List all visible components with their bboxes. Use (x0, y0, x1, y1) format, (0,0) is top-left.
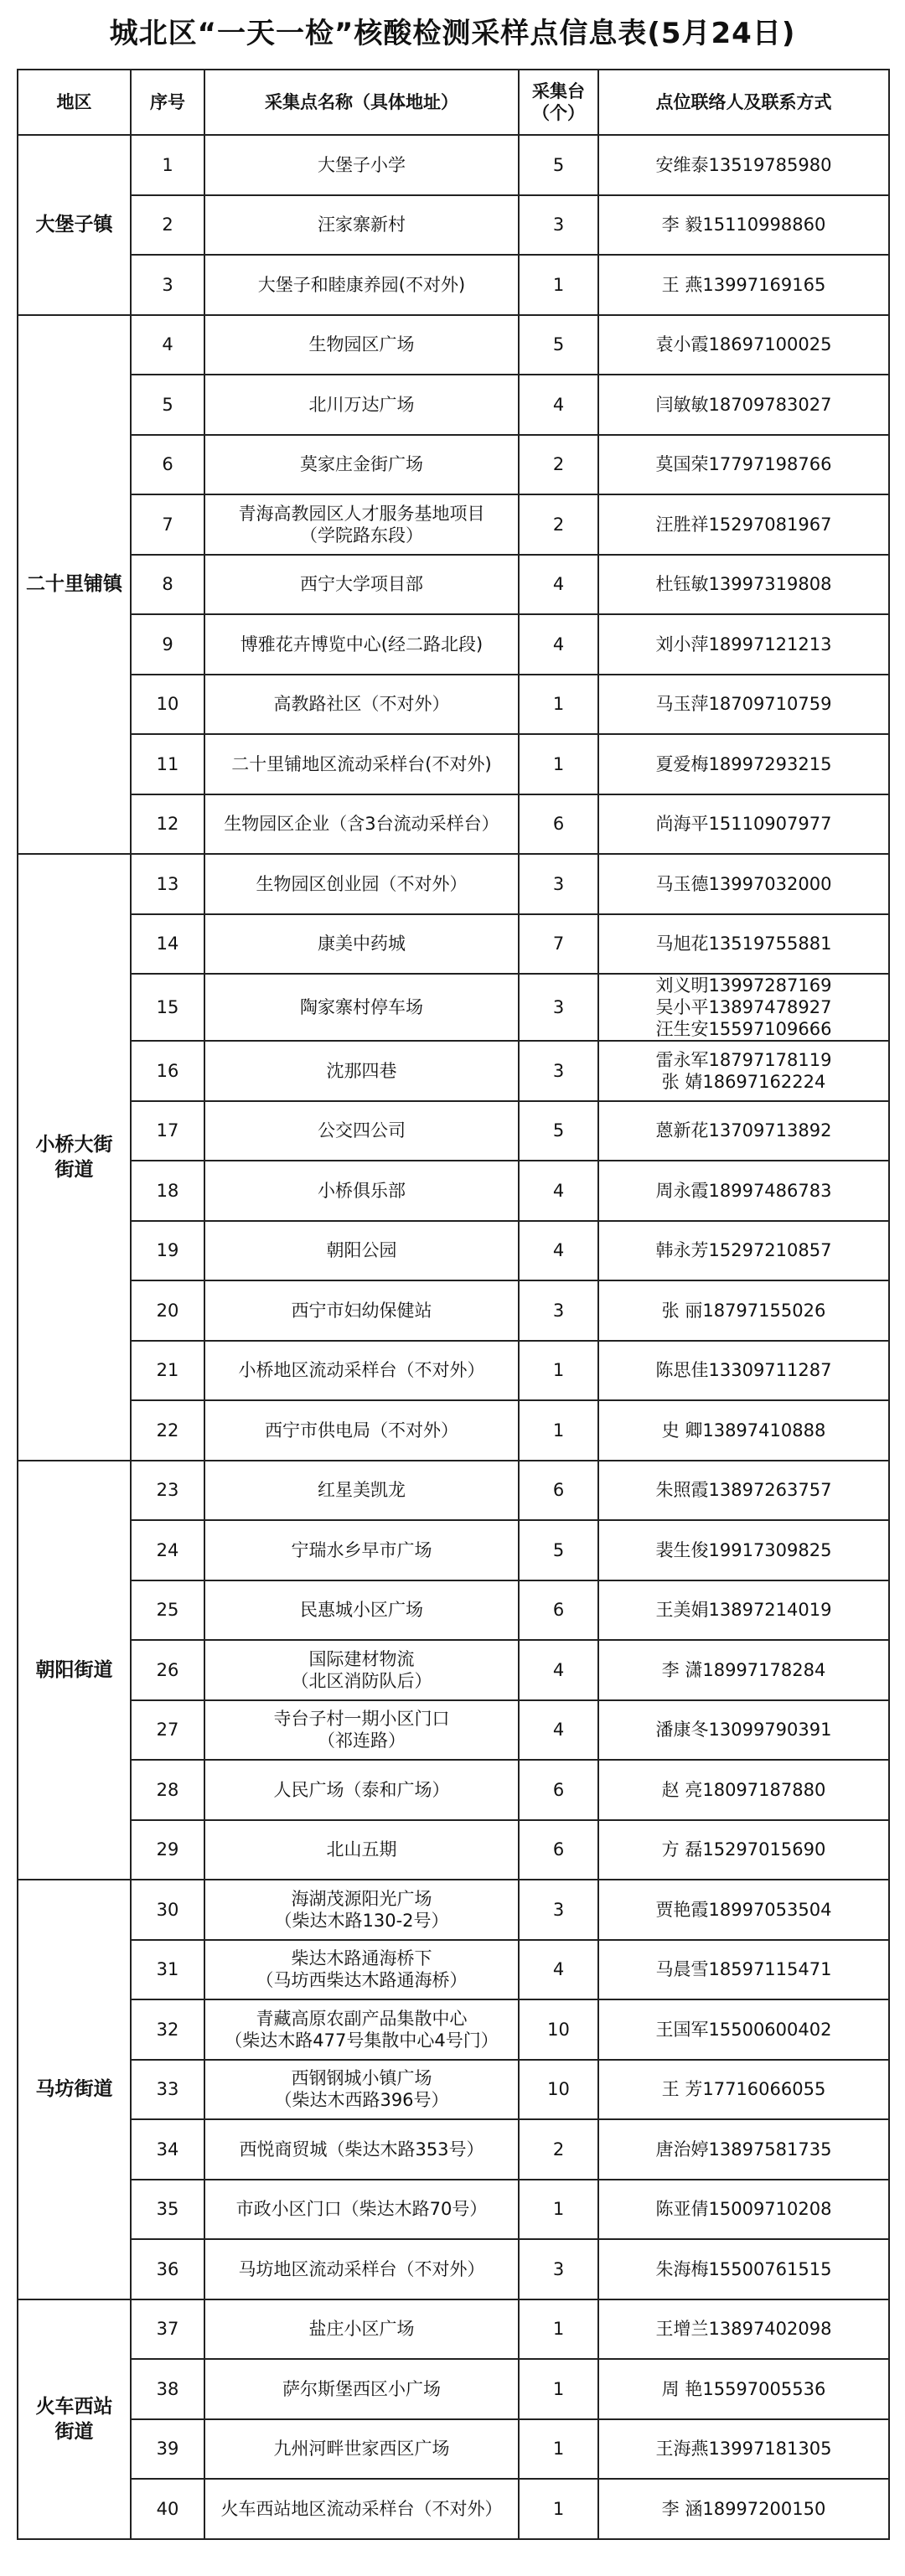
contact-cell: 赵 亮18097187880 (598, 1760, 889, 1820)
row-number-cell: 16 (131, 1041, 204, 1101)
station-count-cell: 1 (519, 2299, 598, 2360)
contact-cell: 尚海平15110907977 (598, 794, 889, 855)
site-name-cell: 康美中药城 (204, 914, 519, 975)
contact-cell: 李 毅15110998860 (598, 195, 889, 256)
table-row (18, 1400, 889, 1461)
row-number-cell: 10 (131, 675, 204, 735)
contact-cell: 唐治婷13897581735 (598, 2119, 889, 2180)
district-cell: 朝阳街道 (18, 1461, 131, 1880)
row-number-cell: 6 (131, 435, 204, 495)
header-district: 地区 (18, 70, 131, 135)
header-count: 采集台 （个） (519, 70, 598, 135)
table-row (18, 734, 889, 794)
contact-cell: 王海燕13997181305 (598, 2419, 889, 2480)
site-name-cell: 小桥地区流动采样台（不对外） (204, 1341, 519, 1401)
contact-cell: 陈思佳13309711287 (598, 1341, 889, 1401)
row-number-cell: 39 (131, 2419, 204, 2480)
station-count-cell: 7 (519, 914, 598, 975)
table-row (18, 1461, 889, 1521)
table-row (18, 375, 889, 435)
table-row (18, 914, 889, 975)
contact-cell: 方 磊15297015690 (598, 1820, 889, 1880)
contact-cell: 陈亚倩15009710208 (598, 2180, 889, 2240)
station-count-cell: 4 (519, 1221, 598, 1281)
station-count-cell: 1 (519, 734, 598, 794)
contact-cell: 马玉德13997032000 (598, 854, 889, 914)
contact-cell: 史 卿13897410888 (598, 1400, 889, 1461)
site-name-cell: 海湖茂源阳光广场 （柴达木路130-2号） (204, 1880, 519, 1940)
contact-cell: 安维泰13519785980 (598, 135, 889, 195)
table-row (18, 1820, 889, 1880)
contact-cell: 杜钰敏13997319808 (598, 555, 889, 615)
station-count-cell: 3 (519, 974, 598, 1041)
contact-cell: 闫敏敏18709783027 (598, 375, 889, 435)
row-number-cell: 26 (131, 1640, 204, 1700)
contact-cell: 韩永芳15297210857 (598, 1221, 889, 1281)
table-row (18, 255, 889, 315)
station-count-cell: 1 (519, 1400, 598, 1461)
table-row (18, 1640, 889, 1700)
station-count-cell: 6 (519, 1461, 598, 1521)
contact-cell: 马晨雪18597115471 (598, 1940, 889, 2000)
table-row (18, 435, 889, 495)
table-row (18, 675, 889, 735)
table-row (18, 2479, 889, 2539)
row-number-cell: 29 (131, 1820, 204, 1880)
row-number-cell: 12 (131, 794, 204, 855)
site-name-cell: 公交四公司 (204, 1101, 519, 1161)
table-row (18, 2180, 889, 2240)
site-name-cell: 朝阳公园 (204, 1221, 519, 1281)
contact-cell: 汪胜祥15297081967 (598, 494, 889, 555)
station-count-cell: 3 (519, 195, 598, 256)
site-name-cell: 西悦商贸城（柴达木路353号） (204, 2119, 519, 2180)
station-count-cell: 6 (519, 1760, 598, 1820)
row-number-cell: 25 (131, 1580, 204, 1641)
site-name-cell: 大堡子和睦康养园(不对外) (204, 255, 519, 315)
contact-cell: 王国军15500600402 (598, 1999, 889, 2060)
contact-cell: 王增兰13897402098 (598, 2299, 889, 2360)
contact-cell: 朱海梅15500761515 (598, 2239, 889, 2299)
row-number-cell: 27 (131, 1700, 204, 1761)
table-row (18, 2060, 889, 2120)
station-count-cell: 5 (519, 1101, 598, 1161)
site-name-cell: 人民广场（泰和广场） (204, 1760, 519, 1820)
table-row (18, 1161, 889, 1221)
site-name-cell: 生物园区广场 (204, 315, 519, 375)
table-row (18, 315, 889, 375)
row-number-cell: 20 (131, 1280, 204, 1341)
site-name-cell: 西钢钢城小镇广场 （柴达木西路396号） (204, 2060, 519, 2120)
row-number-cell: 19 (131, 1221, 204, 1281)
row-number-cell: 11 (131, 734, 204, 794)
contact-cell: 潘康冬13099790391 (598, 1700, 889, 1761)
row-number-cell: 22 (131, 1400, 204, 1461)
row-number-cell: 14 (131, 914, 204, 975)
row-number-cell: 34 (131, 2119, 204, 2180)
district-cell: 火车西站 街道 (18, 2299, 131, 2539)
row-number-cell: 23 (131, 1461, 204, 1521)
site-name-cell: 小桥俱乐部 (204, 1161, 519, 1221)
site-name-cell: 寺台子村一期小区门口 （祁连路） (204, 1700, 519, 1761)
contact-cell: 王美娟13897214019 (598, 1580, 889, 1641)
station-count-cell: 6 (519, 1820, 598, 1880)
district-cell: 大堡子镇 (18, 135, 131, 315)
site-name-cell: 生物园区创业园（不对外） (204, 854, 519, 914)
station-count-cell: 4 (519, 1940, 598, 2000)
station-count-cell: 1 (519, 2359, 598, 2419)
row-number-cell: 5 (131, 375, 204, 435)
table-body (18, 135, 889, 2539)
site-name-cell: 马坊地区流动采样台（不对外） (204, 2239, 519, 2299)
row-number-cell: 15 (131, 974, 204, 1041)
site-name-cell: 九州河畔世家西区广场 (204, 2419, 519, 2480)
row-number-cell: 7 (131, 494, 204, 555)
table-row (18, 854, 889, 914)
row-number-cell: 32 (131, 1999, 204, 2060)
contact-cell: 夏爱梅18997293215 (598, 734, 889, 794)
table-row (18, 195, 889, 256)
station-count-cell: 2 (519, 2119, 598, 2180)
row-number-cell: 1 (131, 135, 204, 195)
site-name-cell: 红星美凯龙 (204, 1461, 519, 1521)
row-number-cell: 28 (131, 1760, 204, 1820)
site-name-cell: 北山五期 (204, 1820, 519, 1880)
station-count-cell: 1 (519, 2419, 598, 2480)
station-count-cell: 1 (519, 1341, 598, 1401)
site-name-cell: 大堡子小学 (204, 135, 519, 195)
page-title: 城北区“一天一检”核酸检测采样点信息表(5月24日) (109, 17, 796, 50)
station-count-cell: 2 (519, 494, 598, 555)
station-count-cell: 5 (519, 135, 598, 195)
table-row (18, 1520, 889, 1580)
station-count-cell: 2 (519, 435, 598, 495)
district-cell: 小桥大街 街道 (18, 854, 131, 1461)
site-name-cell: 市政小区门口（柴达木路70号） (204, 2180, 519, 2240)
row-number-cell: 38 (131, 2359, 204, 2419)
site-name-cell: 西宁大学项目部 (204, 555, 519, 615)
contact-cell: 李 潇18997178284 (598, 1640, 889, 1700)
station-count-cell: 5 (519, 315, 598, 375)
contact-cell: 刘义明13997287169 吴小平13897478927 汪生安15597109666 (598, 974, 889, 1041)
table-row (18, 1221, 889, 1281)
row-number-cell: 40 (131, 2479, 204, 2539)
table-row (18, 2119, 889, 2180)
site-name-cell: 盐庄小区广场 (204, 2299, 519, 2360)
table-row (18, 1999, 889, 2060)
station-count-cell: 10 (519, 1999, 598, 2060)
table-row (18, 494, 889, 555)
row-number-cell: 9 (131, 614, 204, 675)
station-count-cell: 1 (519, 2479, 598, 2539)
row-number-cell: 3 (131, 255, 204, 315)
station-count-cell: 1 (519, 255, 598, 315)
row-number-cell: 21 (131, 1341, 204, 1401)
site-name-cell: 宁瑞水乡早市广场 (204, 1520, 519, 1580)
site-name-cell: 博雅花卉博览中心(经二路北段) (204, 614, 519, 675)
site-name-cell: 火车西站地区流动采样台（不对外） (204, 2479, 519, 2539)
table-row (18, 974, 889, 1041)
header-no: 序号 (131, 70, 204, 135)
contact-cell: 刘小萍18997121213 (598, 614, 889, 675)
site-name-cell: 北川万达广场 (204, 375, 519, 435)
table-row (18, 1580, 889, 1641)
station-count-cell: 1 (519, 2180, 598, 2240)
table-row (18, 2419, 889, 2480)
station-count-cell: 4 (519, 614, 598, 675)
table-row (18, 1880, 889, 1940)
table-row (18, 1940, 889, 2000)
table-row (18, 2239, 889, 2299)
station-count-cell: 4 (519, 375, 598, 435)
row-number-cell: 13 (131, 854, 204, 914)
station-count-cell: 6 (519, 1580, 598, 1641)
contact-cell: 蒽新花13709713892 (598, 1101, 889, 1161)
contact-cell: 周 艳15597005536 (598, 2359, 889, 2419)
contact-cell: 张 丽18797155026 (598, 1280, 889, 1341)
table-row (18, 1041, 889, 1101)
contact-cell: 王 芳17716066055 (598, 2060, 889, 2120)
station-count-cell: 3 (519, 1041, 598, 1101)
contact-cell: 马旭花13519755881 (598, 914, 889, 975)
row-number-cell: 36 (131, 2239, 204, 2299)
header-name: 采集点名称（具体地址） (204, 70, 519, 135)
row-number-cell: 4 (131, 315, 204, 375)
station-count-cell: 4 (519, 555, 598, 615)
contact-cell: 朱照霞13897263757 (598, 1461, 889, 1521)
station-count-cell: 5 (519, 1520, 598, 1580)
row-number-cell: 30 (131, 1880, 204, 1940)
contact-cell: 雷永军18797178119 张 婧18697162224 (598, 1041, 889, 1101)
row-number-cell: 31 (131, 1940, 204, 2000)
station-count-cell: 4 (519, 1161, 598, 1221)
site-name-cell: 国际建材物流 （北区消防队后） (204, 1640, 519, 1700)
table-row (18, 555, 889, 615)
table-row (18, 2359, 889, 2419)
station-count-cell: 1 (519, 675, 598, 735)
row-number-cell: 33 (131, 2060, 204, 2120)
site-name-cell: 高教路社区（不对外） (204, 675, 519, 735)
row-number-cell: 8 (131, 555, 204, 615)
site-name-cell: 陶家寨村停车场 (204, 974, 519, 1041)
table-header-row (18, 70, 889, 135)
site-name-cell: 二十里铺地区流动采样台(不对外) (204, 734, 519, 794)
site-name-cell: 民惠城小区广场 (204, 1580, 519, 1641)
district-cell: 二十里铺镇 (18, 315, 131, 855)
site-name-cell: 青海高教园区人才服务基地项目 （学院路东段） (204, 494, 519, 555)
station-count-cell: 6 (519, 794, 598, 855)
table-row (18, 1280, 889, 1341)
contact-cell: 李 涵18997200150 (598, 2479, 889, 2539)
row-number-cell: 37 (131, 2299, 204, 2360)
row-number-cell: 18 (131, 1161, 204, 1221)
site-name-cell: 西宁市妇幼保健站 (204, 1280, 519, 1341)
contact-cell: 莫国荣17797198766 (598, 435, 889, 495)
station-count-cell: 3 (519, 1280, 598, 1341)
row-number-cell: 24 (131, 1520, 204, 1580)
site-name-cell: 沈那四巷 (204, 1041, 519, 1101)
site-name-cell: 萨尔斯堡西区小广场 (204, 2359, 519, 2419)
station-count-cell: 3 (519, 1880, 598, 1940)
table-row (18, 2299, 889, 2360)
site-name-cell: 柴达木路通海桥下 （马坊西柴达木路通海桥） (204, 1940, 519, 2000)
station-count-cell: 4 (519, 1700, 598, 1761)
contact-cell: 马玉萍18709710759 (598, 675, 889, 735)
site-name-cell: 生物园区企业（含3台流动采样台） (204, 794, 519, 855)
row-number-cell: 35 (131, 2180, 204, 2240)
station-count-cell: 3 (519, 854, 598, 914)
table-row (18, 135, 889, 195)
table-row (18, 1760, 889, 1820)
row-number-cell: 17 (131, 1101, 204, 1161)
header-contact: 点位联络人及联系方式 (598, 70, 889, 135)
table-row (18, 1341, 889, 1401)
table-row (18, 1700, 889, 1761)
station-count-cell: 4 (519, 1640, 598, 1700)
sampling-sites-table (17, 69, 890, 2540)
site-name-cell: 青藏高原农副产品集散中心 （柴达木路477号集散中心4号门） (204, 1999, 519, 2060)
site-name-cell: 汪家寨新村 (204, 195, 519, 256)
contact-cell: 袁小霞18697100025 (598, 315, 889, 375)
table-row (18, 614, 889, 675)
station-count-cell: 10 (519, 2060, 598, 2120)
station-count-cell: 3 (519, 2239, 598, 2299)
table-row (18, 794, 889, 855)
district-cell: 马坊街道 (18, 1880, 131, 2299)
contact-cell: 贾艳霞18997053504 (598, 1880, 889, 1940)
contact-cell: 裴生俊19917309825 (598, 1520, 889, 1580)
site-name-cell: 西宁市供电局（不对外） (204, 1400, 519, 1461)
row-number-cell: 2 (131, 195, 204, 256)
contact-cell: 周永霞18997486783 (598, 1161, 889, 1221)
contact-cell: 王 燕13997169165 (598, 255, 889, 315)
site-name-cell: 莫家庄金街广场 (204, 435, 519, 495)
table-row (18, 1101, 889, 1161)
